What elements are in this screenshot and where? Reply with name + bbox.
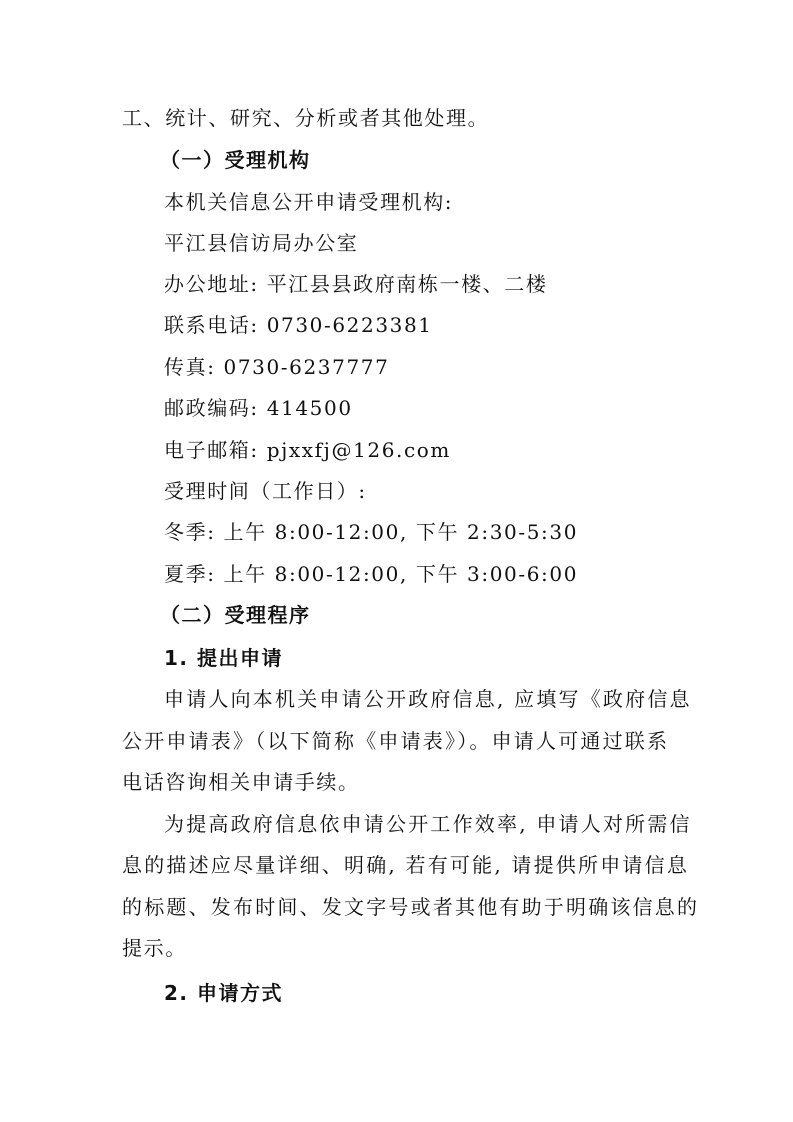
efficiency-paragraph-line-2: 息的描述应尽量详细、明确, 若有可能, 请提供所申请信息 <box>122 853 690 877</box>
application-paragraph-line-1: 申请人向本机关申请公开政府信息, 应填写《政府信息 <box>164 687 692 711</box>
summer-hours: 夏季: 上午 8:00-12:00, 下午 3:00-6:00 <box>164 562 579 586</box>
efficiency-paragraph-line-4: 提示。 <box>122 936 187 960</box>
paragraph-continuation-line: 工、统计、研究、分析或者其他处理。 <box>122 106 490 130</box>
efficiency-paragraph-line-1: 为提高政府信息依申请公开工作效率, 申请人对所需信 <box>164 812 692 836</box>
winter-hours: 冬季: 上午 8:00-12:00, 下午 2:30-5:30 <box>164 520 579 544</box>
agency-name: 平江县信访局办公室 <box>164 231 359 255</box>
office-hours-label: 受理时间（工作日）: <box>164 479 367 503</box>
subheading-submit-application: 1. 提出申请 <box>164 646 283 670</box>
postal-code: 邮政编码: 414500 <box>164 396 353 420</box>
fax-number: 传真: 0730-6237777 <box>164 355 390 379</box>
email-address: 电子邮箱: pjxxfj@126.com <box>164 438 451 462</box>
application-paragraph-line-3: 电话咨询相关申请手续。 <box>122 770 360 794</box>
agency-intro-text: 本机关信息公开申请受理机构: <box>164 190 454 214</box>
section-heading-acceptance-agency: （一）受理机构 <box>160 148 311 172</box>
efficiency-paragraph-line-3: 的标题、发布时间、发文字号或者其他有助于明确该信息的 <box>122 895 700 919</box>
subheading-application-method: 2. 申请方式 <box>164 981 283 1005</box>
section-heading-acceptance-procedure: （二）受理程序 <box>160 603 311 627</box>
contact-phone: 联系电话: 0730-6223381 <box>164 313 433 337</box>
office-address: 办公地址: 平江县县政府南栋一楼、二楼 <box>164 272 548 296</box>
application-paragraph-line-2: 公开申请表》（以下简称《申请表》）。申请人可通过联系 <box>122 729 670 753</box>
